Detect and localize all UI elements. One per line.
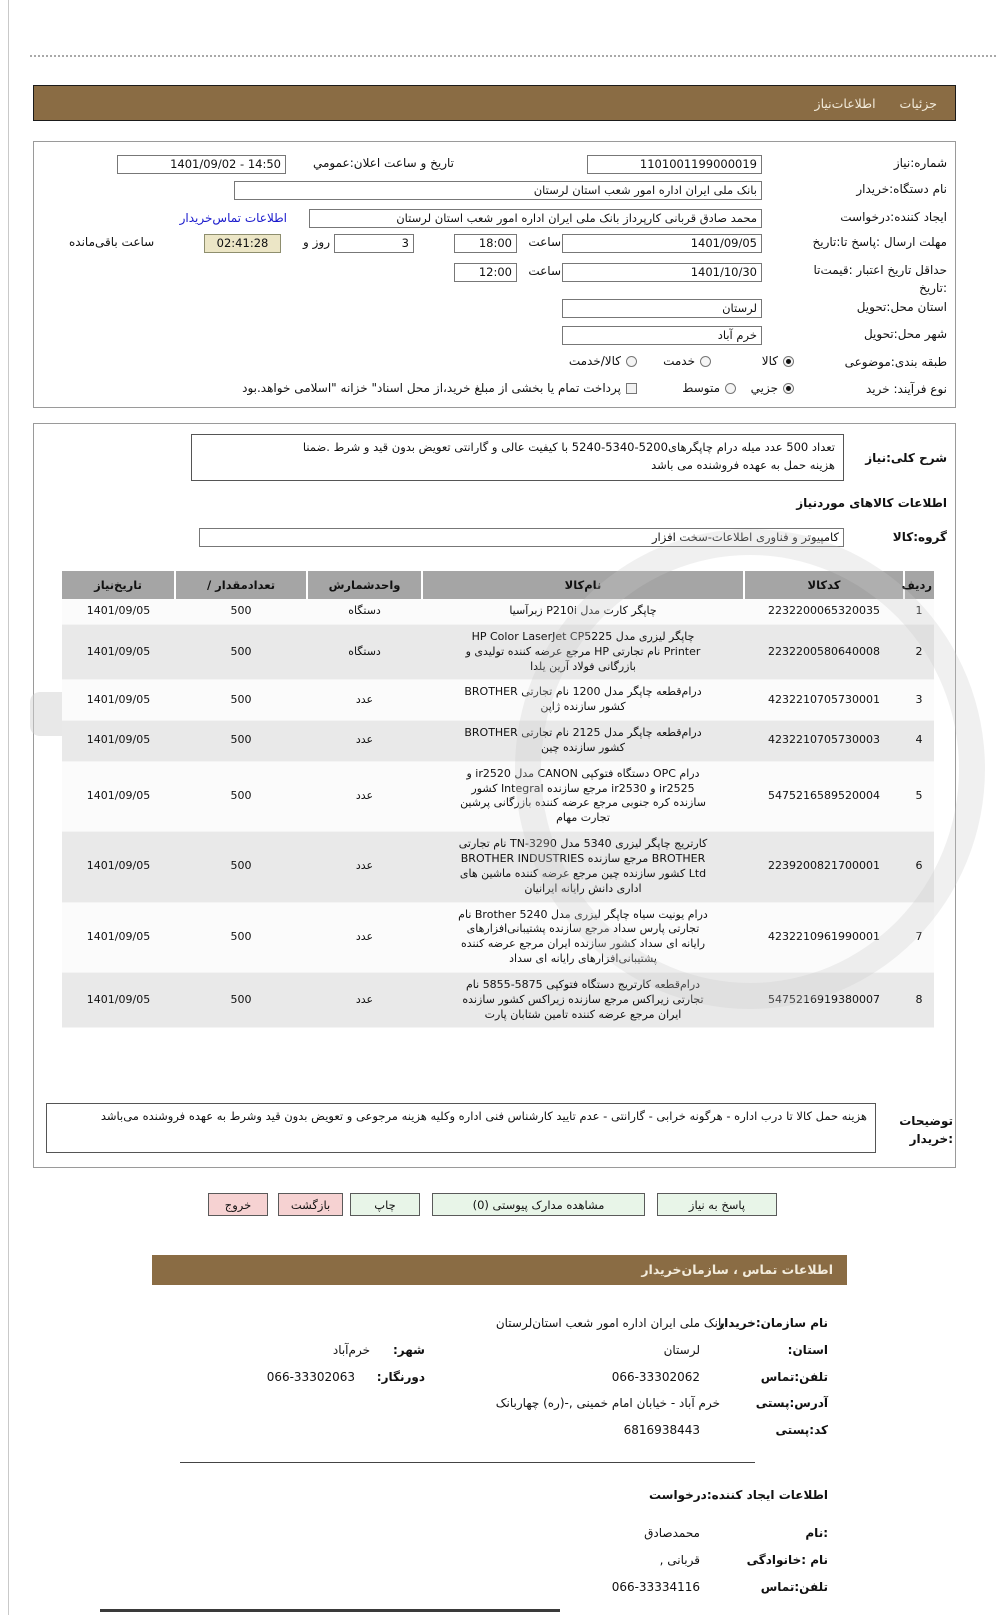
city-field[interactable]: خرم آباد	[562, 326, 762, 345]
need-number-label: شماره:نیاز	[893, 156, 947, 170]
deadline-label: مهلت ارسال :پاسخ تا:تاریخ	[812, 235, 947, 249]
col-row: ردیف	[904, 571, 934, 599]
buyer-contact-link[interactable]: اطلاعات تماس‌خریدار	[179, 211, 287, 225]
creator-label: ایجاد کننده:درخواست	[840, 210, 947, 224]
creator-first-name-label: :نام	[805, 1526, 828, 1540]
table-row: 6 2239200821700001 کارتریج چاپگر لیزری 5340 مدل TN-3290 نام تجارتی BROTHER مرجع سازنده BROTHER INDUSTRIES Ltd کشور سازنده چین مرجع عرضه کننده ماشین های اداری دانش رایانه ایرانیان عدد 500 1401/09/05	[62, 832, 934, 902]
goods-group-field[interactable]: کامپیوتر و فناوری اطلاعات-سخت افزار	[199, 528, 844, 547]
view-attachments-button[interactable]: مشاهده مدارک پیوستی (0)	[432, 1193, 645, 1216]
creator-first-name-value: محمدصادق	[644, 1526, 700, 1540]
classification-option-goods-service[interactable]: کالا/خدمت	[569, 354, 637, 368]
creator-last-name-value: قربانی ,	[659, 1553, 700, 1567]
need-summary-panel	[33, 141, 956, 408]
contact-postal-label: کد:پستی	[775, 1423, 828, 1437]
table-row: 7 4232210961990001 درام یونیت سیاه چاپگر لیزری مدل Brother 5240 نام تجارتی پارس سداد مرجع سازنده پشتیبانی‌افزارهای رایانه ای سداد کشور سازنده ایران مرجع عرضه کننده پشتیبانی‌افزارهای رایانه ای سداد عدد 500 1401/09/05	[62, 902, 934, 972]
table-row: 3 4232210705730001 درام‌قطعه چاپگر مدل 1200 نام تجارتی BROTHER کشور سازنده ژاپن عدد 500 1401/09/05	[62, 680, 934, 721]
contact-province-value: لرستان	[663, 1343, 700, 1357]
deadline-time-field[interactable]: 18:00	[454, 234, 517, 253]
city-label: شهر محل:تحویل	[863, 327, 947, 341]
radio-icon[interactable]	[626, 356, 637, 367]
contact-city-label: شهر:	[393, 1343, 425, 1357]
checkbox-icon[interactable]	[626, 383, 637, 394]
countdown-timer: 02:41:28	[204, 234, 281, 253]
col-code: کدکالا	[744, 571, 904, 599]
tab-details[interactable]: جزئیات	[899, 95, 937, 111]
print-button[interactable]: چاپ	[350, 1193, 420, 1216]
days-label: روز و	[303, 235, 330, 249]
request-creator-header: اطلاعات ایجاد کننده:درخواست	[648, 1488, 828, 1502]
need-desc-label: شرح کلی:نیاز	[865, 451, 947, 465]
contact-province-label: استان:	[787, 1343, 828, 1357]
buyer-org-label: نام دستگاه:خریدار	[856, 182, 947, 196]
classification-option-goods[interactable]: کالا	[762, 354, 794, 368]
province-label: استان محل:تحویل	[856, 300, 947, 314]
goods-group-label: گروه:کالا	[892, 530, 947, 544]
items-section-header: اطلاعات کالاهای موردنیاز	[796, 496, 947, 510]
creator-field[interactable]: محمد صادق قربانی کارپرداز بانک ملی ایران اداره امور شعب استان لرستان	[309, 209, 762, 228]
validity-label-line2: :تاریخ	[919, 281, 947, 295]
process-option-medium[interactable]: متوسط	[682, 381, 736, 395]
contact-postal-value: 6816938443	[623, 1423, 700, 1437]
deadline-hour-label: ساعت	[528, 235, 561, 249]
radio-icon[interactable]	[725, 383, 736, 394]
buyer-org-field[interactable]: بانک ملی ایران اداره امور شعب استان لرستان	[234, 181, 762, 200]
validity-date-field[interactable]: 1401/10/30	[562, 263, 762, 282]
contact-city-value: خرم‌آباد	[332, 1343, 370, 1357]
contact-fax-value: 066-33302063	[266, 1370, 355, 1384]
page-left-border	[8, 0, 9, 1615]
need-desc-box[interactable]: تعداد 500 عدد میله درام چاپگرهای5200-5340-5240 با کیفیت عالی و گارانتی تعویض بدون قید و شرط .ضمنا هزینه حمل به عهده فروشنده می باشد	[191, 434, 844, 481]
table-row: 8 5475216919380007 درام‌قطعه کارتریج دستگاه فتوکپی 5875-5855 نام تجارتی زیراکس مرجع سازنده زیراکس کشور سازنده ایران مرجع عرضه کننده تامین شتابان پارت عدد 500 1401/09/05	[62, 972, 934, 1028]
org-name-value: بانک ملی ایران اداره امور شعب استان‌لرستان	[495, 1316, 725, 1330]
section-divider	[180, 1462, 755, 1463]
remaining-hours-label: ساعت باقی‌مانده	[69, 235, 155, 249]
classification-option-service[interactable]: خدمت	[663, 354, 711, 368]
table-header-row	[62, 571, 934, 599]
classification-label: طبقه بندی:موضوعی	[844, 355, 947, 369]
validity-label-line1: حداقل تاریخ اعتبار :قیمت‌تا	[813, 263, 947, 277]
table-row: 2 2232200580640008 چاپگر لیزری مدل HP Color LaserJet CP5225 Printer نام تجارتی HP مرجع عرضه کننده تولیدی و بازرگانی فولاد آرین یلدا دستگاه 500 1401/09/05	[62, 624, 934, 680]
top-dotted-divider	[30, 55, 996, 57]
treasury-payment-checkbox[interactable]: پرداخت تمام یا بخشی از مبلغ خرید،از محل اسناد" خزانه "اسلامی خواهد.بود	[242, 381, 637, 395]
creator-phone-label: تلفن:تماس	[760, 1580, 828, 1594]
announce-label: تاریخ و ساعت اعلان:عمومي	[312, 156, 454, 170]
creator-phone-value: 066-33334116	[611, 1580, 700, 1594]
items-table	[62, 571, 934, 1028]
back-button[interactable]: بازگشت	[278, 1193, 343, 1216]
announce-field[interactable]: 14:50 - 1401/09/02	[117, 155, 286, 174]
respond-button[interactable]: پاسخ به نیاز	[657, 1193, 777, 1216]
remaining-days-field[interactable]: 3	[334, 234, 414, 253]
radio-selected-icon[interactable]	[783, 356, 794, 367]
buyer-contact-header-bar	[152, 1255, 847, 1285]
need-items-panel	[33, 423, 956, 1168]
process-type-label: نوع فرآیند: خرید	[866, 382, 947, 396]
col-name: نام‌کالا	[422, 571, 744, 599]
buyer-notes-box[interactable]: هزینه حمل کالا تا درب اداره - هرگونه خرابی - گارانتی - عدم تایید کارشناس فنی اداره وکلیه هزینه مرجوعی و تعویض بدون قید وشرط به عهده فروشنده می‌باشد	[46, 1103, 876, 1153]
table-row: 4 4232210705730003 درام‌قطعه چاپگر مدل 2125 نام تجارتی BROTHER کشور سازنده چین عدد 500 1401/09/05	[62, 721, 934, 762]
table-row: 1 2232200065320035 چاپگر کارت مدل P210i زبرآسیا دستگاه 500 1401/09/05	[62, 599, 934, 624]
contact-fax-label: دورنگار:	[376, 1370, 425, 1384]
contact-phone-value: 066-33302062	[611, 1370, 700, 1384]
col-unit: واحدشمارش	[307, 571, 422, 599]
radio-selected-icon[interactable]	[783, 383, 794, 394]
deadline-date-field[interactable]: 1401/09/05	[562, 234, 762, 253]
province-field[interactable]: لرستان	[562, 299, 762, 318]
buyer-notes-label-line2: :خریدار	[909, 1132, 953, 1146]
creator-last-name-label: نام :خانوادگی	[746, 1553, 828, 1567]
org-name-label: نام سازمان:خریدار	[717, 1316, 828, 1330]
col-date: تاریخ‌نیاز	[62, 571, 175, 599]
need-number-field[interactable]: 1101001199000019	[587, 155, 762, 174]
validity-hour-label: ساعت	[528, 264, 561, 278]
contact-phone-label: تلفن:تماس	[760, 1370, 828, 1384]
table-row: 5 5475216589520004 درام OPC دستگاه فتوکپی CANON مدل ir2520 و ir2525 و ir2530 مرجع سازنده Integral کشور سازنده کره جنوبی مرجع عرضه کننده بازرگانی پرشین تجارت مهام عدد 500 1401/09/05	[62, 761, 934, 831]
validity-time-field[interactable]: 12:00	[454, 263, 517, 282]
col-qty: تعدادمقدار /	[175, 571, 307, 599]
cutoff-section-edge	[100, 1609, 560, 1612]
radio-icon[interactable]	[700, 356, 711, 367]
contact-address-value: خرم آباد - خیابان امام خمینی ,-(ره) چهاربانک	[495, 1396, 720, 1410]
tab-bar	[33, 85, 956, 121]
buyer-notes-label-line1: توضیحات	[899, 1114, 953, 1128]
exit-button[interactable]: خروج	[208, 1193, 268, 1216]
tab-need-info[interactable]: اطلاعات‌نیاز	[814, 95, 876, 111]
process-option-small[interactable]: جزیي	[751, 381, 794, 395]
buyer-contact-header-title: اطلاعات تماس ، سازمان‌خریدار	[641, 1262, 833, 1277]
contact-address-label: آدرس:پستی	[755, 1396, 828, 1410]
